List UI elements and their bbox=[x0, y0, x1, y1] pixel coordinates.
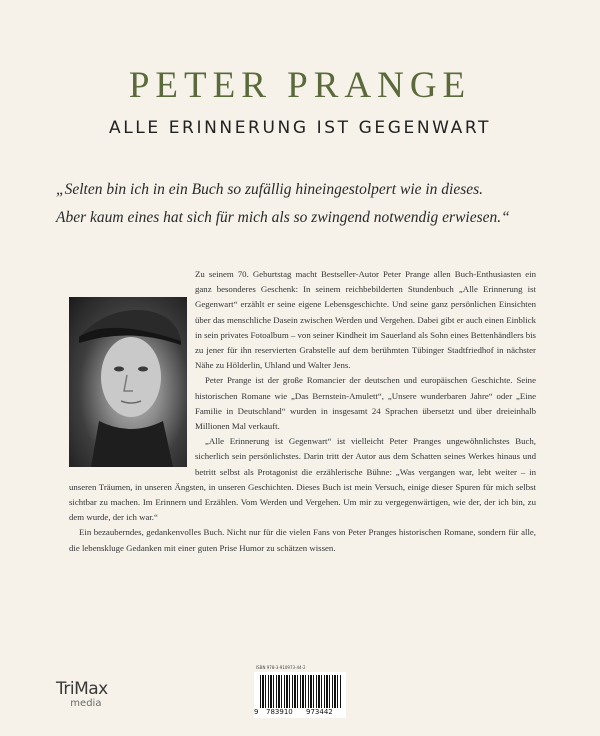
quote-line-2: Aber kaum eines hat sich für mich als so zwingend notwendig erwiesen.“ bbox=[56, 209, 510, 226]
quote-line-1: „Selten bin ich in ein Buch so zufällig hineingestolpert wie in dieses. bbox=[56, 181, 484, 198]
blurb-paragraph-3: „Alle Erinnerung ist Gegenwart“ ist vielleicht Peter Pranges ungewöhnlichstes Buch, sicherlich sein persönlichstes. Darin tritt der Autor aus dem Schatten seines Werkes hinaus und betritt selbst als Protagonist die erzählerische Bühne: „Was vergangen war, lebt weiter – in unseren Träumen, in unseren Ängsten, in unseren Geschichten. Dieses Buch ist mein Versuch, einige dieser Spuren für mich selbst sichtbar zu machen. Im Erinnern und Erzählen. Vom Werden und Vergehen. Um mir zu vergegenwärtigen, wie der, der ich bin, zu dem wurde, der ich war.“ bbox=[69, 436, 536, 523]
author-portrait-photo bbox=[69, 297, 187, 467]
barcode-bars bbox=[260, 675, 342, 708]
blurb-paragraph-2: Peter Prange ist der große Romancier der deutschen und europäischen Geschichte. Seine historischen Romane wie „Das Bernstein-Amulett“, „Unsere wunderbaren Jahre“ oder „Eine Familie in Deutschland“ wurden in insgesamt 24 Sprachen übersetzt und über dreieinhalb Millionen Mal verkauft. bbox=[195, 375, 536, 432]
barcode-lead-digit: 9 bbox=[254, 708, 259, 716]
publisher-logo-sub: media bbox=[70, 698, 102, 709]
book-title: ALLE ERINNERUNG IST GEGENWART bbox=[108, 118, 491, 138]
barcode bbox=[254, 672, 346, 718]
blurb-paragraph-4: Ein bezauberndes, gedankenvolles Buch. Nicht nur für die vielen Fans von Peter Pranges historischen Romane, sondern für alle, die lebenskluge Gedanken mit einer guten Prise Humor zu schätzen wissen. bbox=[69, 527, 536, 553]
blurb-paragraph-1: Zu seinem 70. Geburtstag macht Bestseller-Autor Peter Prange allen Buch-Enthusiasten ein ganz besonderes Geschenk: In seinem reichbebilderten Stundenbuch „Alle Erinnerung ist Gegenwart“ erzählt er seine eigene Lebensgeschichte. Und seine ganz persönlichen Einsichten über das menschliche Dasein zwischen Werden und Vergehen. Dabei gibt er auch einen Einblick in sein privates Fotoalbum – von seiner Kindheit im Sauerland als Sohn eines Bettenhändlers bis zu jener für ihn reservierten Grabstelle auf dem berühmten Tübinger Stadtfriedhof in nächster Nähe zu Hölderlin, Uhland und Walter Jens. bbox=[69, 267, 536, 373]
barcode-left-digits: 783910 bbox=[266, 708, 293, 716]
publisher-logo-main: TriMax bbox=[56, 679, 108, 699]
barcode-right-digits: 973442 bbox=[306, 708, 333, 716]
isbn-text: ISBN 978-3-910973-44-2 bbox=[256, 665, 306, 670]
blurb-text bbox=[69, 267, 536, 556]
publisher-logo bbox=[56, 681, 108, 709]
author-name: PETER PRANGE bbox=[128, 65, 472, 106]
